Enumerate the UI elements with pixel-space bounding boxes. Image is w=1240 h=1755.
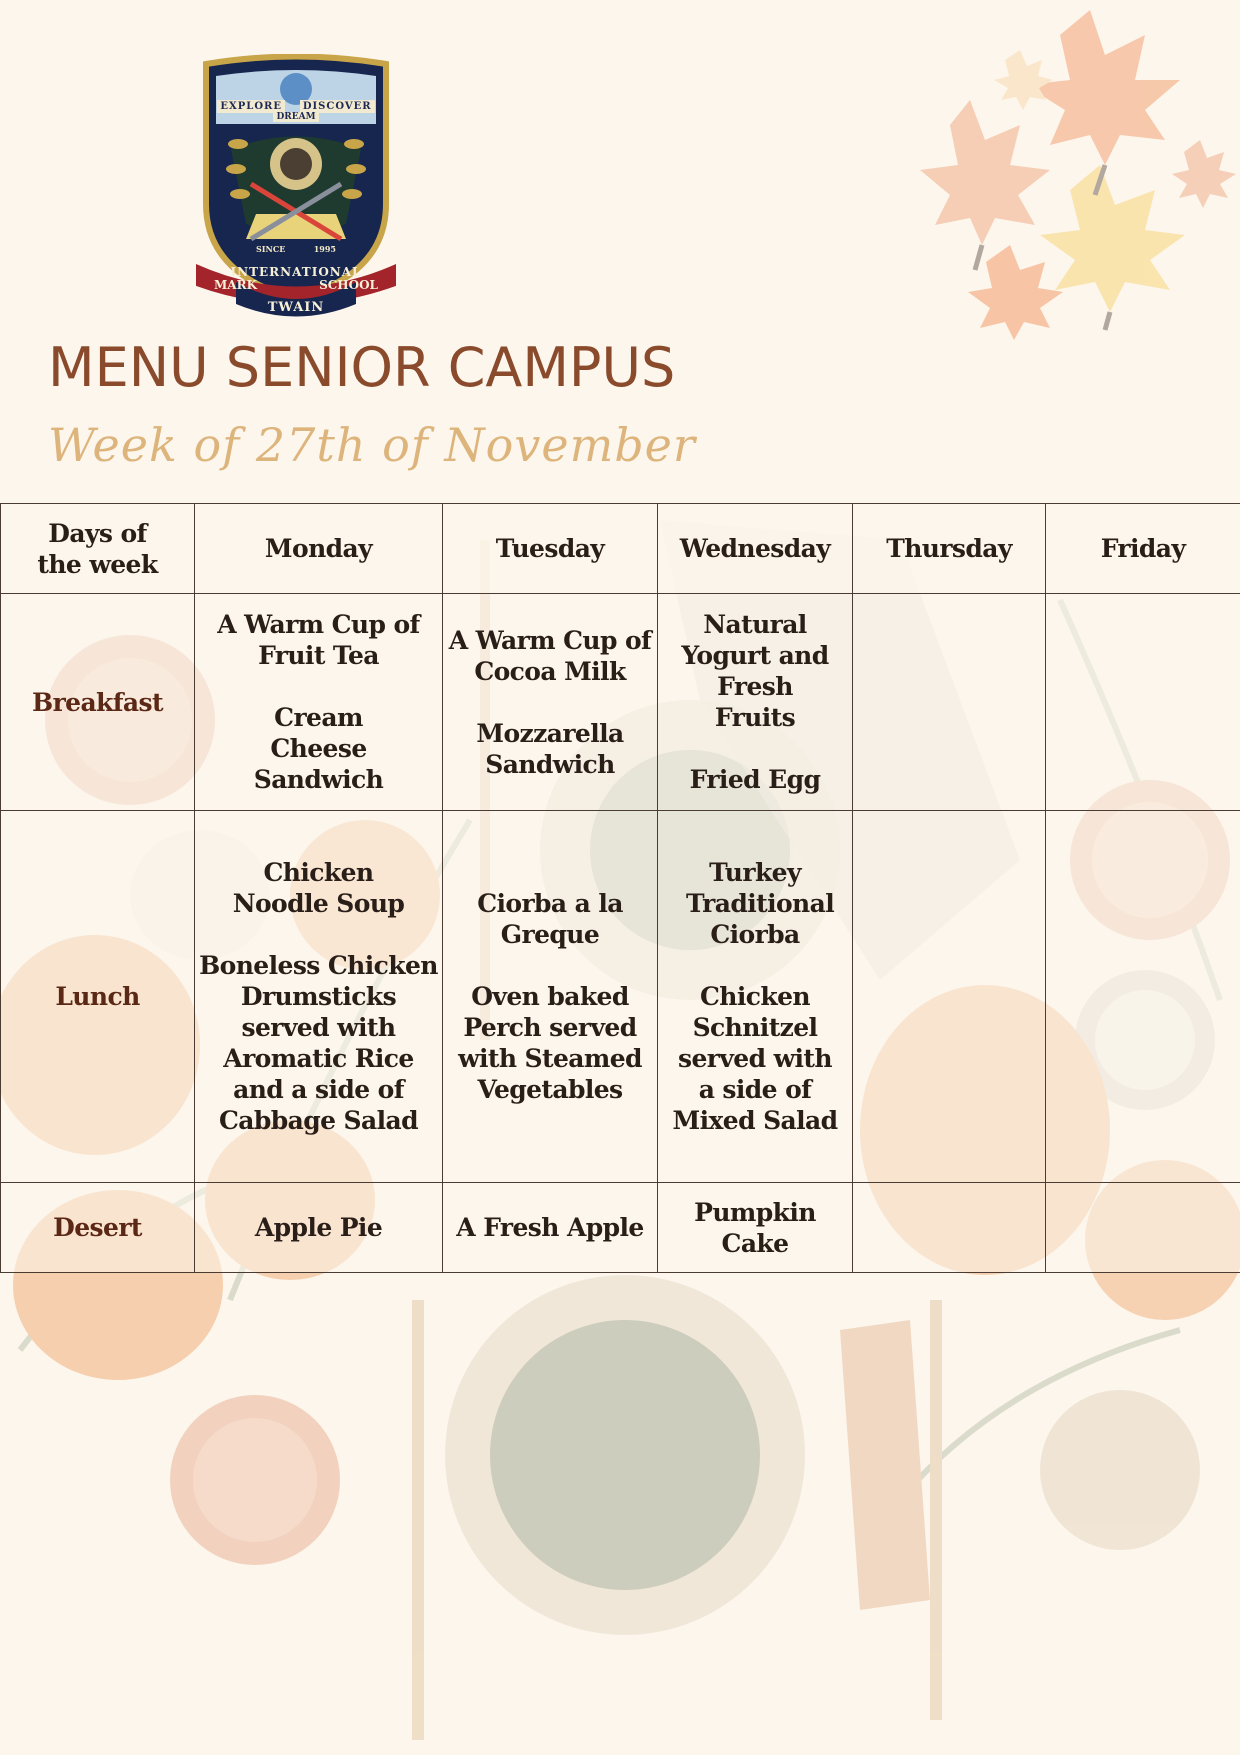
crest-school: SCHOOL [319, 278, 378, 292]
day-header-monday: Monday [195, 504, 443, 594]
row-label-breakfast: Breakfast [1, 594, 195, 811]
menu-item: Chicken Schnitzel served with a side of Mixed Salad [672, 982, 838, 1135]
menu-cell [195, 1183, 443, 1273]
menu-item: Oven baked Perch served with Steamed Vegetables [458, 982, 642, 1104]
school-crest [196, 54, 396, 320]
menu-item: Turkey Traditional Ciorba [686, 858, 835, 949]
menu-cell [443, 811, 658, 1183]
menu-item: A Warm Cup of Fruit Tea [217, 610, 420, 670]
menu-cell-empty [1046, 811, 1240, 1183]
menu-cell [658, 811, 853, 1183]
menu-cell [658, 1183, 853, 1273]
menu-cell-empty [1046, 594, 1240, 811]
day-header-thursday: Thursday [853, 504, 1046, 594]
menu-cell [195, 594, 443, 811]
menu-item: Chicken Noodle Soup [232, 858, 405, 918]
menu-cell [658, 594, 853, 811]
crest-year: 1995 [313, 244, 336, 254]
maple-leaves-decoration [900, 0, 1240, 340]
row-label-lunch: Lunch [1, 811, 195, 1183]
menu-item: Mozzarella Sandwich [476, 718, 624, 779]
menu-item: Pumpkin Cake [694, 1197, 816, 1258]
table-header-row [1, 504, 1240, 594]
table-row-breakfast [1, 594, 1240, 811]
table-row-lunch [1, 811, 1240, 1183]
corner-header: Days of the week [1, 504, 195, 594]
weekly-menu-table [0, 503, 1240, 1273]
menu-item: A Warm Cup of Cocoa Milk [448, 625, 652, 686]
menu-item: Boneless Chicken Drumsticks served with Aromatic Rice and a side of Cabbage Salad [199, 951, 438, 1135]
menu-cell-empty [853, 1183, 1046, 1273]
day-header-tuesday: Tuesday [443, 504, 658, 594]
menu-cell [195, 811, 443, 1183]
crest-since: SINCE [256, 244, 286, 254]
menu-item: Fried Egg [689, 765, 821, 794]
menu-cell [443, 594, 658, 811]
menu-cell-empty [1046, 1183, 1240, 1273]
menu-cell-empty [853, 594, 1046, 811]
crest-mark: MARK [214, 278, 257, 292]
page-subtitle: Week of 27th of November [48, 418, 696, 472]
crest-motto-discover: DISCOVER [300, 100, 375, 113]
menu-item: Natural Yogurt and Fresh Fruits [681, 610, 829, 732]
crest-twain: TWAIN [267, 300, 325, 315]
menu-cell-empty [853, 811, 1046, 1183]
page-title: MENU SENIOR CAMPUS [48, 336, 676, 399]
row-label-desert: Desert [1, 1183, 195, 1273]
day-header-wednesday: Wednesday [658, 504, 853, 594]
table-row-desert [1, 1183, 1240, 1273]
crest-international: INTERNATIONAL [230, 265, 362, 279]
menu-item: A Fresh Apple [456, 1213, 644, 1242]
crest-motto-dream: DREAM [273, 112, 318, 122]
day-header-friday: Friday [1046, 504, 1240, 594]
menu-item: Apple Pie [254, 1213, 383, 1242]
menu-item: Ciorba a la Greque [477, 889, 623, 949]
menu-item: Cream Cheese Sandwich [253, 703, 384, 794]
menu-cell [443, 1183, 658, 1273]
crest-motto-explore: EXPLORE [217, 100, 285, 113]
